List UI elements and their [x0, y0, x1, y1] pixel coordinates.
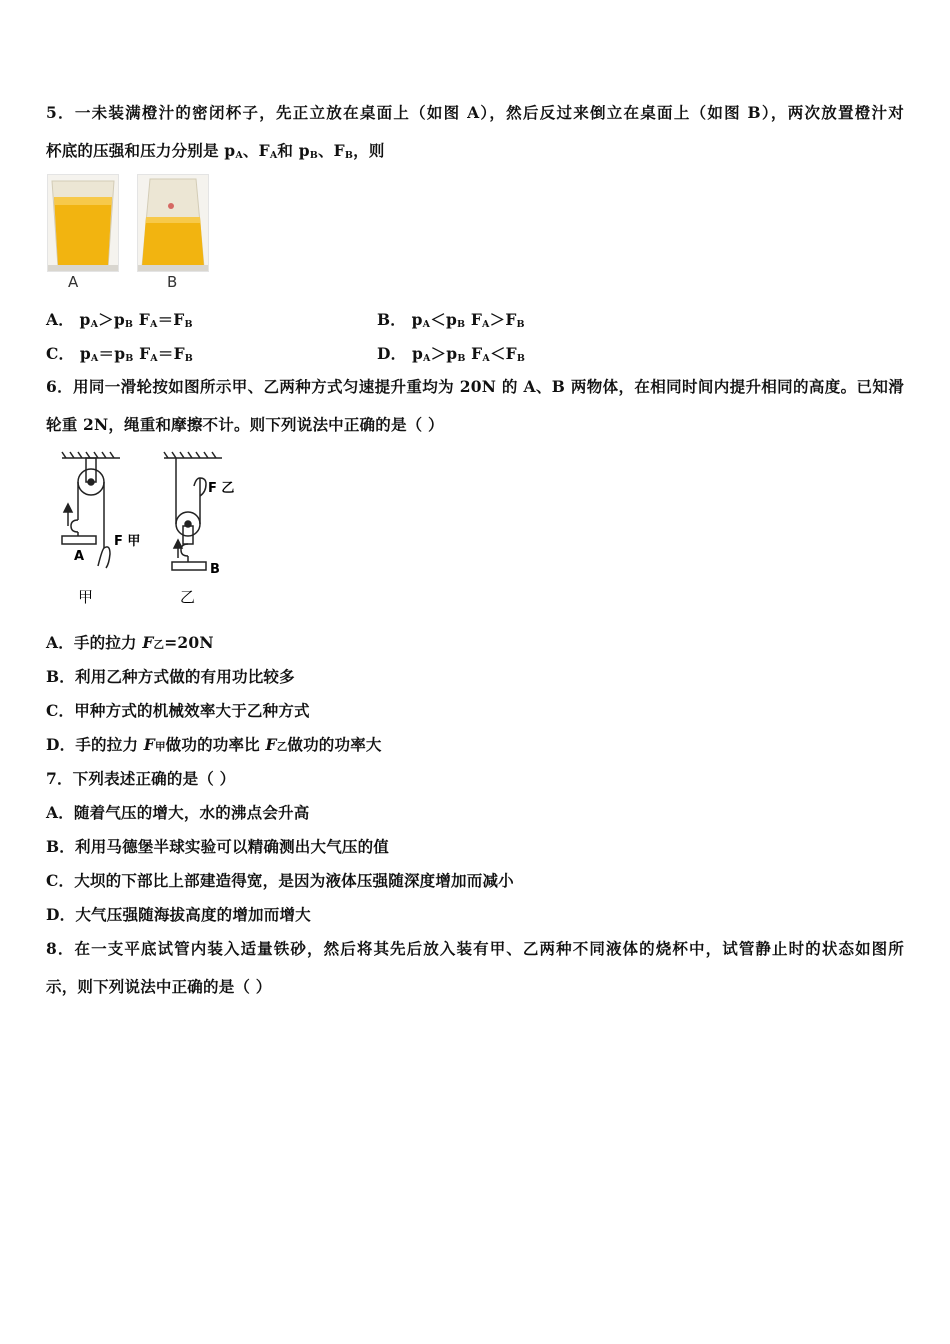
label-jia: 甲: [78, 588, 94, 606]
caption-b: B: [167, 273, 178, 291]
q7-option-a: A．随着气压的增大，水的沸点会升高: [46, 803, 310, 822]
q8-stem-line2: 示，则下列说法中正确的是（ ）: [46, 977, 272, 996]
pulley-figure: [54, 448, 244, 612]
q6-option-d: D．手的拉力 F甲做功的功率比 F乙做功的功率大: [46, 735, 382, 754]
q5-stem-line1: 5．一未装满橙汁的密闭杯子，先正立放在桌面上（如图 A），然后反过来倒立在桌面上（如图 B），两次放置橙汁对: [46, 103, 904, 122]
q8-stem-line1: 8．在一支平底试管内装入适量铁砂，然后将其先后放入装有甲、乙两种不同液体的烧杯中，试管静止时的状态如图所: [46, 939, 904, 958]
q7-option-c: C．大坝的下部比上部建造得宽，是因为液体压强随深度增加而减小: [46, 871, 514, 890]
q5-stem-line2: 杯底的压强和压力分别是 $p_A$、$F_A$和 $p_B$、$F_B$，则: [46, 141, 385, 161]
q6-option-b: B．利用乙种方式做的有用功比较多: [46, 667, 295, 686]
q5-option-c: C． $p_A=p_B$ $F_A=F_B$: [46, 344, 194, 364]
q6-option-c: C．甲种方式的机械效率大于乙种方式: [46, 701, 310, 720]
caption-a: A: [68, 273, 79, 291]
q6-stem-line2: 轮重 2N，绳重和摩擦不计。则下列说法中正确的是（ ）: [46, 415, 444, 434]
label-a: A: [74, 549, 85, 564]
q6-stem-line1: 6．用同一滑轮按如图所示甲、乙两种方式匀速提升重均为 20N 的 A、B 两物体，在相同时间内提升相同的高度。已知滑: [46, 377, 904, 396]
q7-stem: 7．下列表述正确的是（ ）: [46, 769, 236, 788]
q5-option-b: B． $p_A<p_B$ $F_A>F_B$: [377, 310, 525, 330]
q6-option-a: A．手的拉力 F乙=20N: [46, 633, 214, 652]
q7-option-d: D．大气压强随海拔高度的增加而增大: [46, 905, 311, 924]
label-b: B: [210, 562, 220, 577]
movable-pulley-yi: [164, 452, 222, 570]
q5-option-d: D． $p_A>p_B$ $F_A<F_B$: [377, 344, 526, 364]
q5-option-a: A． $p_A>p_B$ $F_A=F_B$: [46, 310, 193, 330]
photo-cup-b: [137, 174, 209, 272]
pulley-diagram: [54, 448, 244, 608]
fixed-pulley-jia: [62, 452, 120, 568]
label-f-yi: F 乙: [208, 481, 235, 496]
photo-cup-a: [47, 174, 119, 272]
label-f-jia: F 甲: [114, 534, 141, 549]
label-yi: 乙: [180, 588, 196, 606]
q7-option-b: B．利用马德堡半球实验可以精确测出大气压的值: [46, 837, 390, 856]
